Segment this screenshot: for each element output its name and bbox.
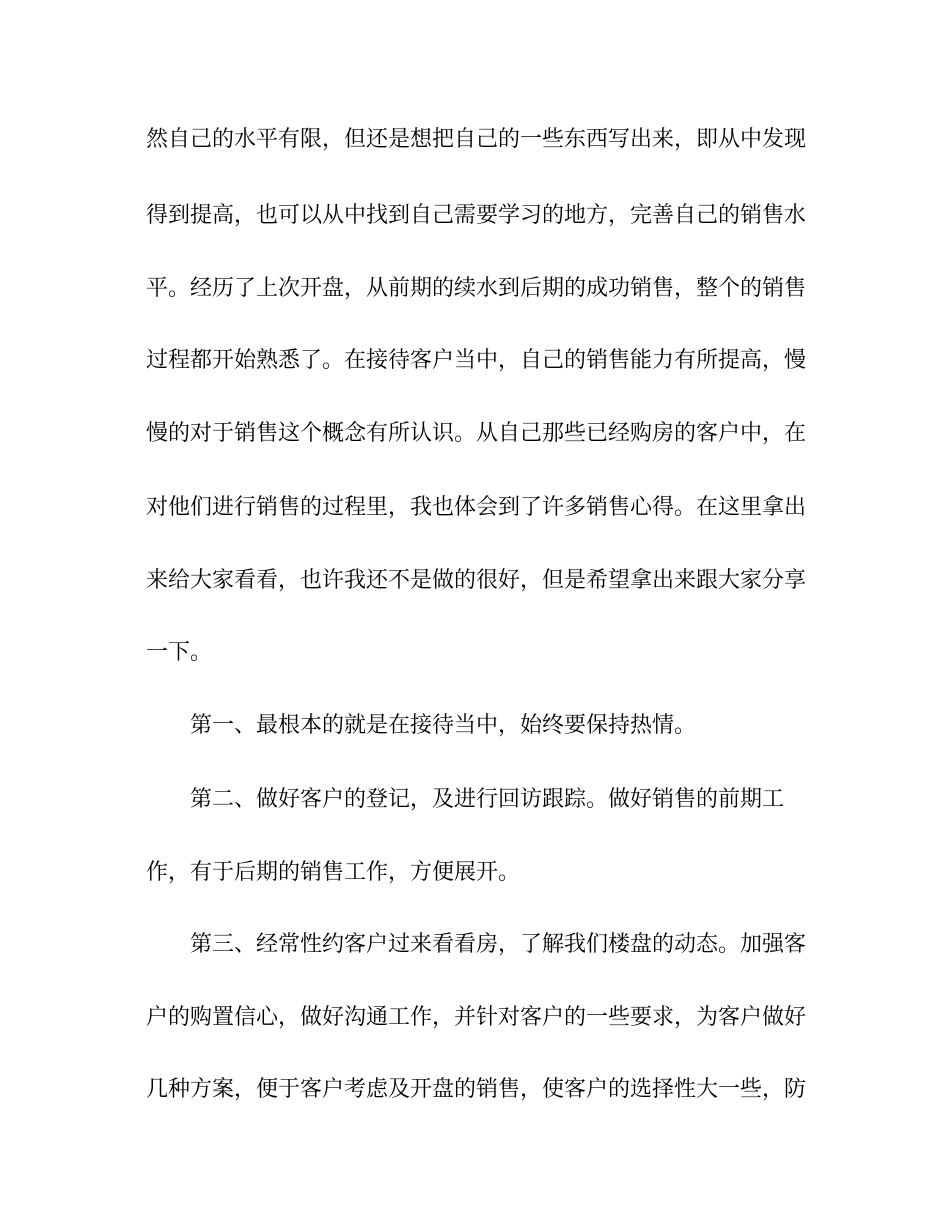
text-line: 户的购置信心，做好沟通工作，并针对客户的一些要求，为客户做好 (146, 1005, 807, 1030)
text-line: 对他们进行销售的过程里，我也体会到了许多销售心得。在这里拿出 (146, 495, 807, 520)
text-line: 平。经历了上次开盘，从前期的续水到后期的成功销售，整个的销售 (146, 276, 807, 301)
text-line: 然自己的水平有限，但还是想把自己的一些东西写出来，即从中发现 (146, 127, 807, 152)
text-line: 几种方案，便于客户考虑及开盘的销售，使客户的选择性大一些，防 (146, 1077, 807, 1102)
text-line: 第三、经常性约客户过来看看房，了解我们楼盘的动态。加强客 (190, 932, 807, 957)
text-line: 第二、做好客户的登记，及进行回访跟踪。做好销售的前期工 (190, 787, 785, 812)
text-line: 过程都开始熟悉了。在接待客户当中，自己的销售能力有所提高，慢 (146, 348, 807, 373)
text-line: 得到提高，也可以从中找到自己需要学习的地方，完善自己的销售水 (146, 203, 807, 228)
text-line: 慢的对于销售这个概念有所认识。从自己那些已经购房的客户中，在 (146, 421, 807, 446)
text-line: 来给大家看看，也许我还不是做的很好，但是希望拿出来跟大家分享 (146, 568, 807, 593)
text-line: 第一、最根本的就是在接待当中，始终要保持热情。 (190, 713, 697, 738)
text-line: 作，有于后期的销售工作，方便展开。 (146, 860, 521, 885)
text-line: 一下。 (146, 640, 213, 665)
